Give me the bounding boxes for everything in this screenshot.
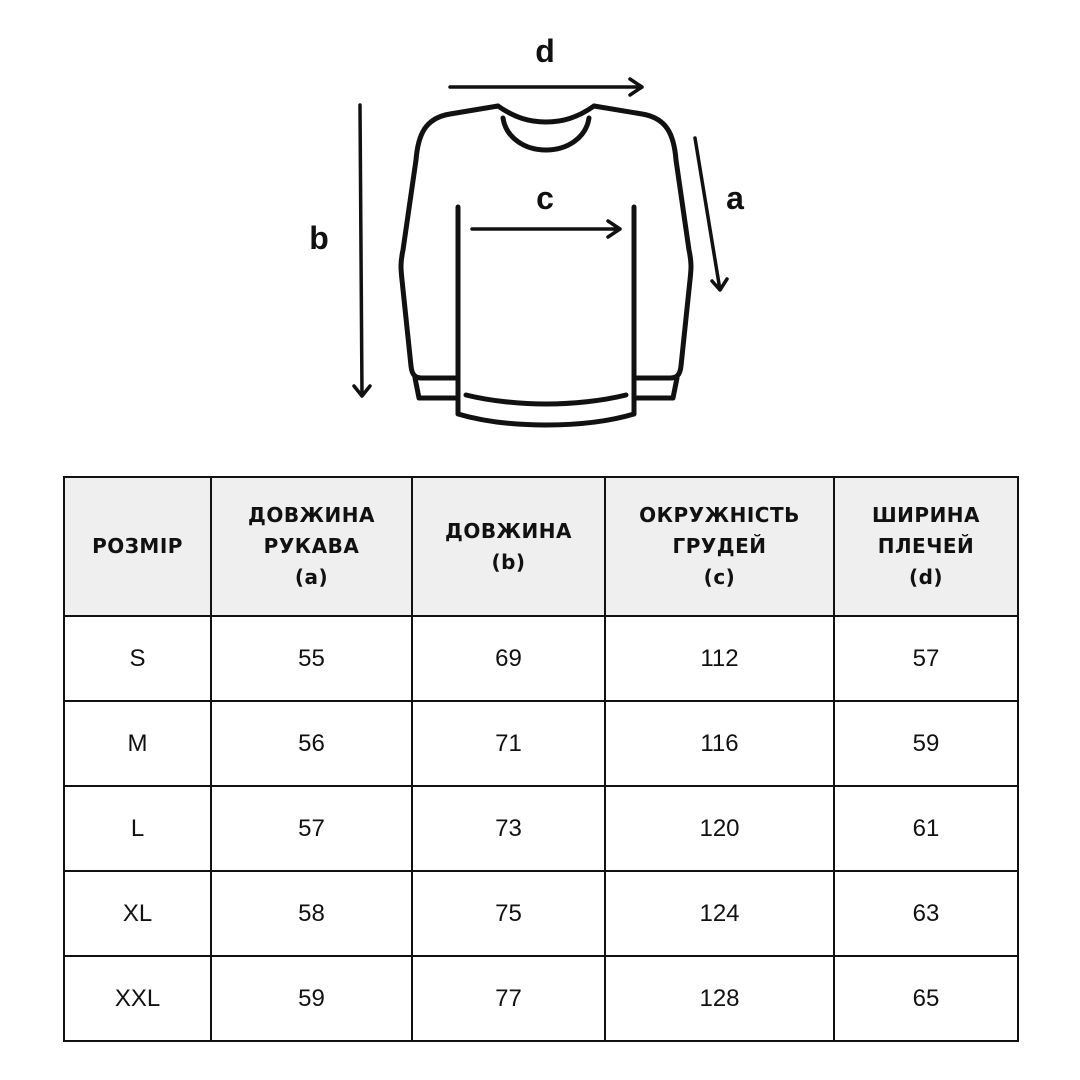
cell-length: 75 — [412, 871, 605, 956]
cell-sleeve-length: 57 — [211, 786, 412, 871]
cell-sleeve-length: 59 — [211, 956, 412, 1041]
cell-size: XXL — [64, 956, 211, 1041]
table-row — [64, 956, 1018, 1041]
label-a: a — [726, 180, 744, 216]
cell-shoulder-width: 63 — [834, 871, 1018, 956]
size-chart-table — [63, 476, 1019, 1042]
table-row — [64, 616, 1018, 701]
sweatshirt-outline — [401, 106, 691, 425]
cell-length: 71 — [412, 701, 605, 786]
cell-size: M — [64, 701, 211, 786]
cell-sleeve-length: 58 — [211, 871, 412, 956]
header-row — [64, 477, 1018, 616]
label-b: b — [309, 220, 329, 256]
hem-line — [466, 395, 626, 404]
cell-shoulder-width: 61 — [834, 786, 1018, 871]
table-row — [64, 786, 1018, 871]
arrow-c — [472, 221, 620, 237]
cell-chest: 128 — [605, 956, 834, 1041]
cell-length: 73 — [412, 786, 605, 871]
cell-length: 77 — [412, 956, 605, 1041]
cell-length: 69 — [412, 616, 605, 701]
header-sleeve-length: ДОВЖИНА РУКАВА (a) — [211, 477, 412, 616]
arrow-d — [450, 79, 642, 95]
header-size: РОЗМІР — [64, 477, 211, 616]
cell-sleeve-length: 55 — [211, 616, 412, 701]
arrow-a — [695, 138, 727, 290]
sweatshirt-measurement-diagram — [0, 0, 1080, 440]
cell-size: XL — [64, 871, 211, 956]
cell-shoulder-width: 57 — [834, 616, 1018, 701]
cell-chest: 124 — [605, 871, 834, 956]
arrow-b — [354, 105, 370, 396]
header-length: ДОВЖИНА (b) — [412, 477, 605, 616]
header-shoulder-width: ШИРИНА ПЛЕЧЕЙ (d) — [834, 477, 1018, 616]
table-row — [64, 871, 1018, 956]
cell-chest: 112 — [605, 616, 834, 701]
cell-shoulder-width: 65 — [834, 956, 1018, 1041]
cell-size: S — [64, 616, 211, 701]
cell-sleeve-length: 56 — [211, 701, 412, 786]
cell-chest: 120 — [605, 786, 834, 871]
table-row — [64, 701, 1018, 786]
label-c: c — [536, 180, 554, 216]
cell-size: L — [64, 786, 211, 871]
cell-chest: 116 — [605, 701, 834, 786]
collar — [498, 106, 594, 122]
header-chest: ОКРУЖНІСТЬ ГРУДЕЙ (c) — [605, 477, 834, 616]
left-cuff — [415, 378, 458, 398]
right-cuff — [634, 378, 677, 398]
cell-shoulder-width: 59 — [834, 701, 1018, 786]
label-d: d — [535, 33, 555, 69]
